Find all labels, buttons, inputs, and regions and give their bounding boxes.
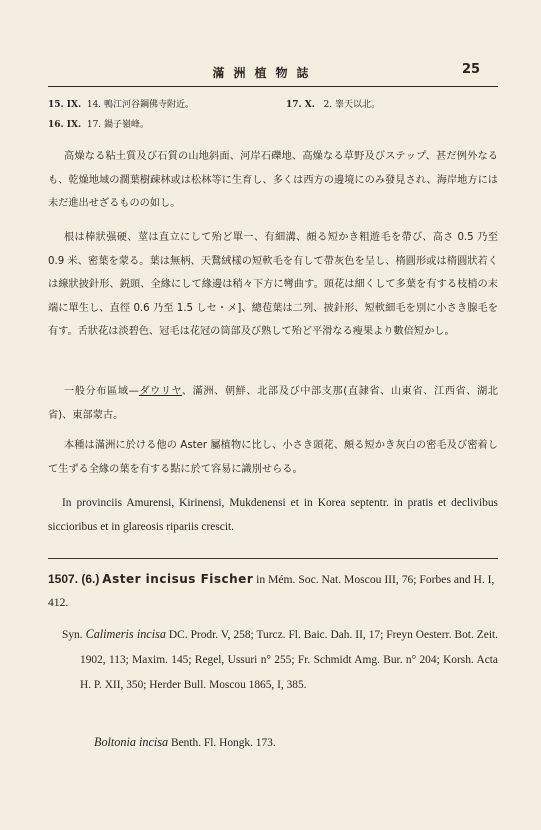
species-name: Aster incisus Fischer bbox=[102, 572, 254, 586]
distribution-prefix: 一般分布區域— bbox=[64, 386, 139, 397]
specimen-record bbox=[48, 117, 149, 130]
species-citation: in Mém. Soc. Nat. Moscou III, 76; Forbes and H. I, 412. bbox=[48, 573, 495, 609]
distribution-region-dauria: ダウリヤ bbox=[138, 386, 182, 397]
comparison-paragraph: 本種は滿洲に於ける他の Aster 屬植物に比し、小さき頭花、頗る短かき灰白の密毛及び密着して生ずる全緣の葉を有する點に於て容易に識別せらる。 bbox=[48, 440, 498, 475]
species-heading bbox=[48, 568, 498, 614]
habitat-paragraph: 高燥なる粘土質及び石質の山地斜面、河岸石礫地、高燥なる草野及びステップ、甚だ例外なるも、乾燥地域の濶葉樹疎林或は松林等に生育し、多くは西方の邊境にのみ發見され、海岸地方には未だ進出せざるものの如し。 bbox=[48, 151, 498, 209]
distribution-regions: 、滿洲、朝鮮、北部及び中部支那(直隷省、山東省、江西省、湖北省)、東部蒙古。 bbox=[48, 386, 498, 421]
synonym-name-calimeris: Calimeris incisa bbox=[85, 627, 166, 641]
species-number: 1507. (6.) bbox=[48, 572, 100, 586]
synonym-boltonia bbox=[94, 735, 276, 750]
synonym-boltonia-reference: Benth. Fl. Hongk. 173. bbox=[168, 737, 276, 749]
specimen-date: 16. IX. bbox=[48, 120, 82, 130]
section-separator bbox=[48, 558, 498, 559]
distribution-paragraph bbox=[48, 380, 498, 427]
specimen-locality: 17. 鍋子嶺峰。 bbox=[86, 120, 150, 130]
synonym-references: DC. Prodr. V, 258; Turcz. Fl. Baic. Dah. II, 17; Freyn Oesterr. Bot. Zeit. 1902, 113; Maxim. 145; Regel, Ussuri n° 255; Fr. Schmidt Amg. Bur. n° 204; Korsh. Acta H. P. XII, 350; Herder Bull. Moscou 1865, I, 385. bbox=[80, 629, 498, 691]
specimen-locality: 14. 鴨江河谷鋼佛寺附近。 bbox=[86, 100, 195, 110]
specimen-record bbox=[286, 97, 380, 110]
specimen-date: 15. IX. bbox=[48, 100, 82, 110]
synonym-name-boltonia: Boltonia incisa bbox=[94, 735, 169, 749]
latin-distribution: In provinciis Amurensi, Kirinensi, Mukdenensi et in Korea septentr. in pratis et declivibus siccioribus et in glareosis ripariis crescit. bbox=[48, 497, 498, 533]
specimen-record bbox=[48, 97, 194, 110]
specimen-locality: 2. 睾天以北。 bbox=[323, 100, 380, 110]
header-rule bbox=[48, 86, 498, 87]
page-number: 25 bbox=[462, 62, 481, 77]
synonym-prefix: Syn. bbox=[62, 629, 86, 641]
description-paragraph: 根は棒狀强硬、莖は直立にして殆ど單一、有細溝、頗る短かき粗遊毛を帶び、高さ 0.5 乃至 0.9 米、密葉を蒙る。葉は無柄、天鵞絨樣の短軟毛を有して帶灰色を呈し、楕圓形或は楕圓狀若くは線狀披針形、鋭頭、全緣にして緣邊は稍々下方に彎曲す。頭花は細くして多葉を有する枝梢の末端に單生し、直徑 0.6 乃至 1.5 しセ・メ]、總苞葉は二列、披針形、短軟細毛を別に小さき腺毛を有す。舌狀花は淡碧色、冠毛は花冠の筒部及び熟して殆ど平滑なる瘦果より數倍短かし。 bbox=[48, 232, 498, 337]
synonym-list bbox=[48, 622, 498, 697]
running-title: 滿洲植物誌 bbox=[212, 66, 318, 80]
specimen-date: 17. X. bbox=[286, 100, 315, 110]
